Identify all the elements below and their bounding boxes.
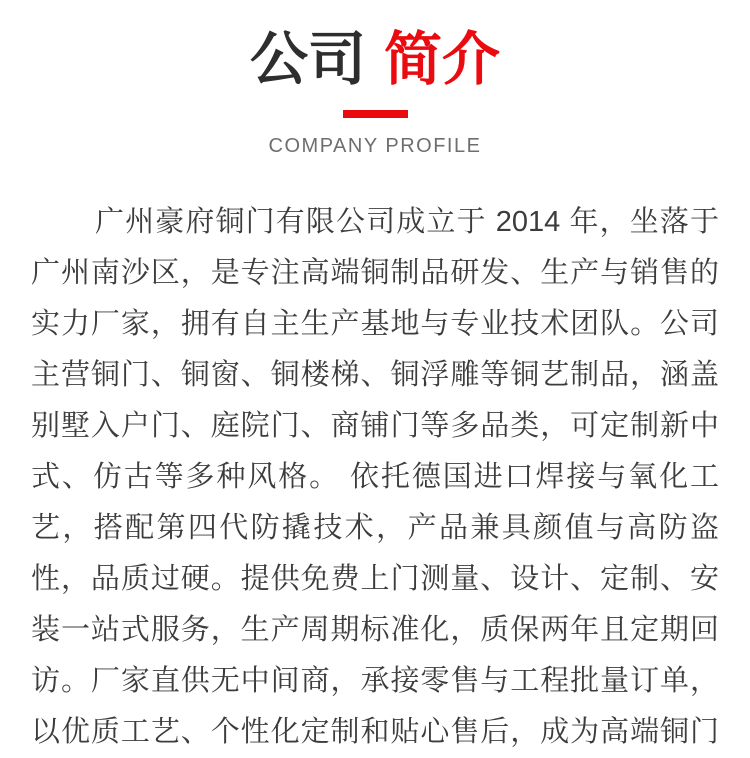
- paragraph-line: 以优质工艺、个性化定制和贴心售后，成为高端铜门: [31, 716, 719, 748]
- paragraph-line: 艺，搭配第四代防撬技术，产品兼具颜值与高防盗: [31, 512, 719, 544]
- paragraph-line: 广州豪府铜门有限公司成立于 2014 年，坐落于: [95, 206, 719, 238]
- profile-paragraph: [0, 197, 750, 758]
- title-text-red: 简介: [384, 27, 501, 92]
- title-text-black: 公司: [249, 27, 366, 92]
- paragraph-line: 访。厂家直供无中间商，承接零售与工程批量订单，: [31, 665, 719, 697]
- section-title: [0, 28, 750, 92]
- paragraph-line: 广州南沙区，是专注高端铜制品研发、生产与销售的: [31, 257, 719, 289]
- section-header: [0, 0, 750, 158]
- paragraph-line: 性，品质过硬。提供免费上门测量、设计、定制、安: [31, 563, 719, 595]
- paragraph-line: 实力厂家，拥有自主生产基地与专业技术团队。公司: [31, 308, 719, 340]
- red-divider: [343, 110, 408, 118]
- paragraph-line: 装一站式服务，生产周期标准化，质保两年且定期回: [31, 614, 719, 646]
- paragraph-line: 别墅入户门、庭院门、商铺门等多品类，可定制新中: [31, 410, 719, 442]
- paragraph-line: 主营铜门、铜窗、铜楼梯、铜浮雕等铜艺制品，涵盖: [31, 359, 719, 391]
- section-subtitle: COMPANY PROFILE: [268, 135, 482, 157]
- paragraph-line: 式、仿古等多种风格。 依托德国进口焊接与氧化工: [31, 461, 719, 493]
